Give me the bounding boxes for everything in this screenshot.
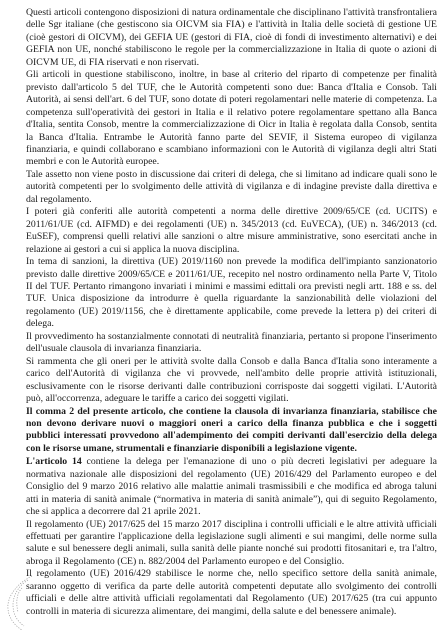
paragraph-6: Il provvedimento ha sostanzialmente connotati di neutralità finanziaria, pertanto si propone l'inserimento dell'usuale clausola di invarianza finanziaria.: [26, 330, 437, 355]
document-page: [26, 7, 437, 618]
paragraph-8-invariance-clause: Il comma 2 del presente articolo, che contiene la clausola di invarianza finanziaria, stabilisce che non devono derivare nuovi o maggiori oneri a carico della finanza pubblica e che i soggetti pubblici interessati provvedono all'adempimento dei compiti derivanti dall'esercizio della delega con le risorse umane, strumentali e finanziarie disponibili a legislazione vigente.: [26, 405, 437, 454]
paragraph-2: Gli articoli in questione stabiliscono, inoltre, in base al criterio del riparto di competenze per finalità previsto dall'articolo 5 del TUF, che le Autorità competenti sono due: Banca d'Italia e Consob. Tali Autorità, ai sensi dell'art. 6 del TUF, sono dotate di poteri regolamentari nelle materie di competenza. La competenza sull'operatività dei gestori in Italia e il relativo potere regolamentare spettano alla Banca d'Italia, sentita Consob, mentre la commercializzazione di Oicr in Italia è regolata dalla Consob, sentita la Banca d'Italia. Entrambe le Autorità fanno parte del SEVIF, il Sistema europeo di vigilanza finanziaria, e quindi collaborano e scambiano informazioni con le Autorità di vigilanza degli altri Stati membri e con le Autorità europee.: [26, 69, 437, 168]
paragraph-3: Tale assetto non viene posto in discussione dai criteri di delega, che si limitano ad indicare quali sono le autorità competenti per lo svolgimento delle attività di vigilanza e di indagine previste dalla direttiva e dal regolamento.: [26, 168, 437, 205]
paragraph-7: Si rammenta che gli oneri per le attività svolte dalla Consob e dalla Banca d'Italia sono interamente a carico dell'Autorità di vigilanza che vi provvede, nell'ambito delle proprie attività istituzionali, esclusivamente con le risorse derivanti dalle contribuzioni corrisposte dai soggetti vigilati. L'Autorità può, all'occorrenza, adeguare le tariffe a carico dei soggetti vigilati.: [26, 355, 437, 405]
paragraph-4: I poteri già conferiti alle autorità competenti a norma delle direttive 2009/65/CE (cd. UCITS) e 2011/61/UE (cd. AIFMD) e dei regolamenti (UE) n. 345/2013 (cd. EuVECA), (UE) n. 346/2013 (cd. EuSEF), comprensi quelli relativi alle sanzioni o altre misure amministrative, sono esercitati anche in relazione ai gestori a cui si applica la nuova disciplina.: [26, 206, 437, 255]
paragraph-11: Il regolamento (UE) 2016/429 stabilisce le norme che, nello specifico settore della sanità animale, saranno oggetto di verifica da parte delle autorità competenti deputate allo svolgimento dei controlli ufficiali e delle altre attività ufficiali regolamentati dal Regolamento (UE) 2017/625 (tra cui appunto controlli in materia di sicurezza alimentare, dei mangimi, della salute e del benessere animale).: [26, 568, 437, 617]
paragraph-10: Il regolamento (UE) 2017/625 del 15 marzo 2017 disciplina i controlli ufficiali e le altre attività ufficiali effettuati per garantire l'applicazione della legislazione sugli alimenti e sui mangimi, delle norme sulla salute e sul benessere degli animali, sulla sanità delle piante nonché sui prodotti fitosanitari e, tra l'altro, abroga il Regolamento (CE) n. 882/2004 del Parlamento europeo e del Consiglio.: [26, 518, 437, 567]
paragraph-9-lead: L'articolo 14: [26, 456, 82, 468]
stamp-mark: [2, 574, 36, 632]
paragraph-9: [26, 456, 437, 518]
paragraph-1: Questi articoli contengono disposizioni di natura ordinamentale che disciplinano l'attività transfrontaliera delle Sgr italiane (che gestiscono sia OICVM sia FIA) e l'attività in Italia delle società di gestione UE (cioè gestori di OICVM), dei GEFIA UE (gestori di FIA, cioè di fondi di investimento alternativi) e dei GEFIA non UE, nonché stabiliscono le regole per la commercializzazione in Italia di quote o azioni di OICVM UE, di FIA riservati e non riservati.: [26, 7, 437, 68]
paragraph-9-body: contiene la delega per l'emanazione di uno o più decreti legislativi per adeguare la normativa nazionale alle disposizioni del regolamento (UE) 2016/429 del Parlamento europeo e del Consiglio del 9 marzo 2016 relativo alle malattie animali trasmissibili e che modifica ed abroga taluni atti in materia di sanità animale (“normativa in materia di sanità animale”), qui di seguito Regolamento, che si applica a decorrere dal 21 aprile 2021.: [26, 456, 437, 518]
paragraph-5: In tema di sanzioni, la direttiva (UE) 2019/1160 non prevede la modifica dell'impianto sanzionatorio previsto dalle direttive 2009/65/CE e 2011/61/UE, recepito nel nostro ordinamento nella Parte V, Titolo II del TUF. Pertanto rimangono invariati i minimi e massimi edittali ora previsti negli artt. 188 e ss. del TUF. Unica disposizione da introdurre è quella riguardante la sanzionabilità delle violazioni del regolamento (UE) 2019/1156, che è direttamente applicabile, come prevede la lettera p) dei criteri di delega.: [26, 256, 437, 330]
